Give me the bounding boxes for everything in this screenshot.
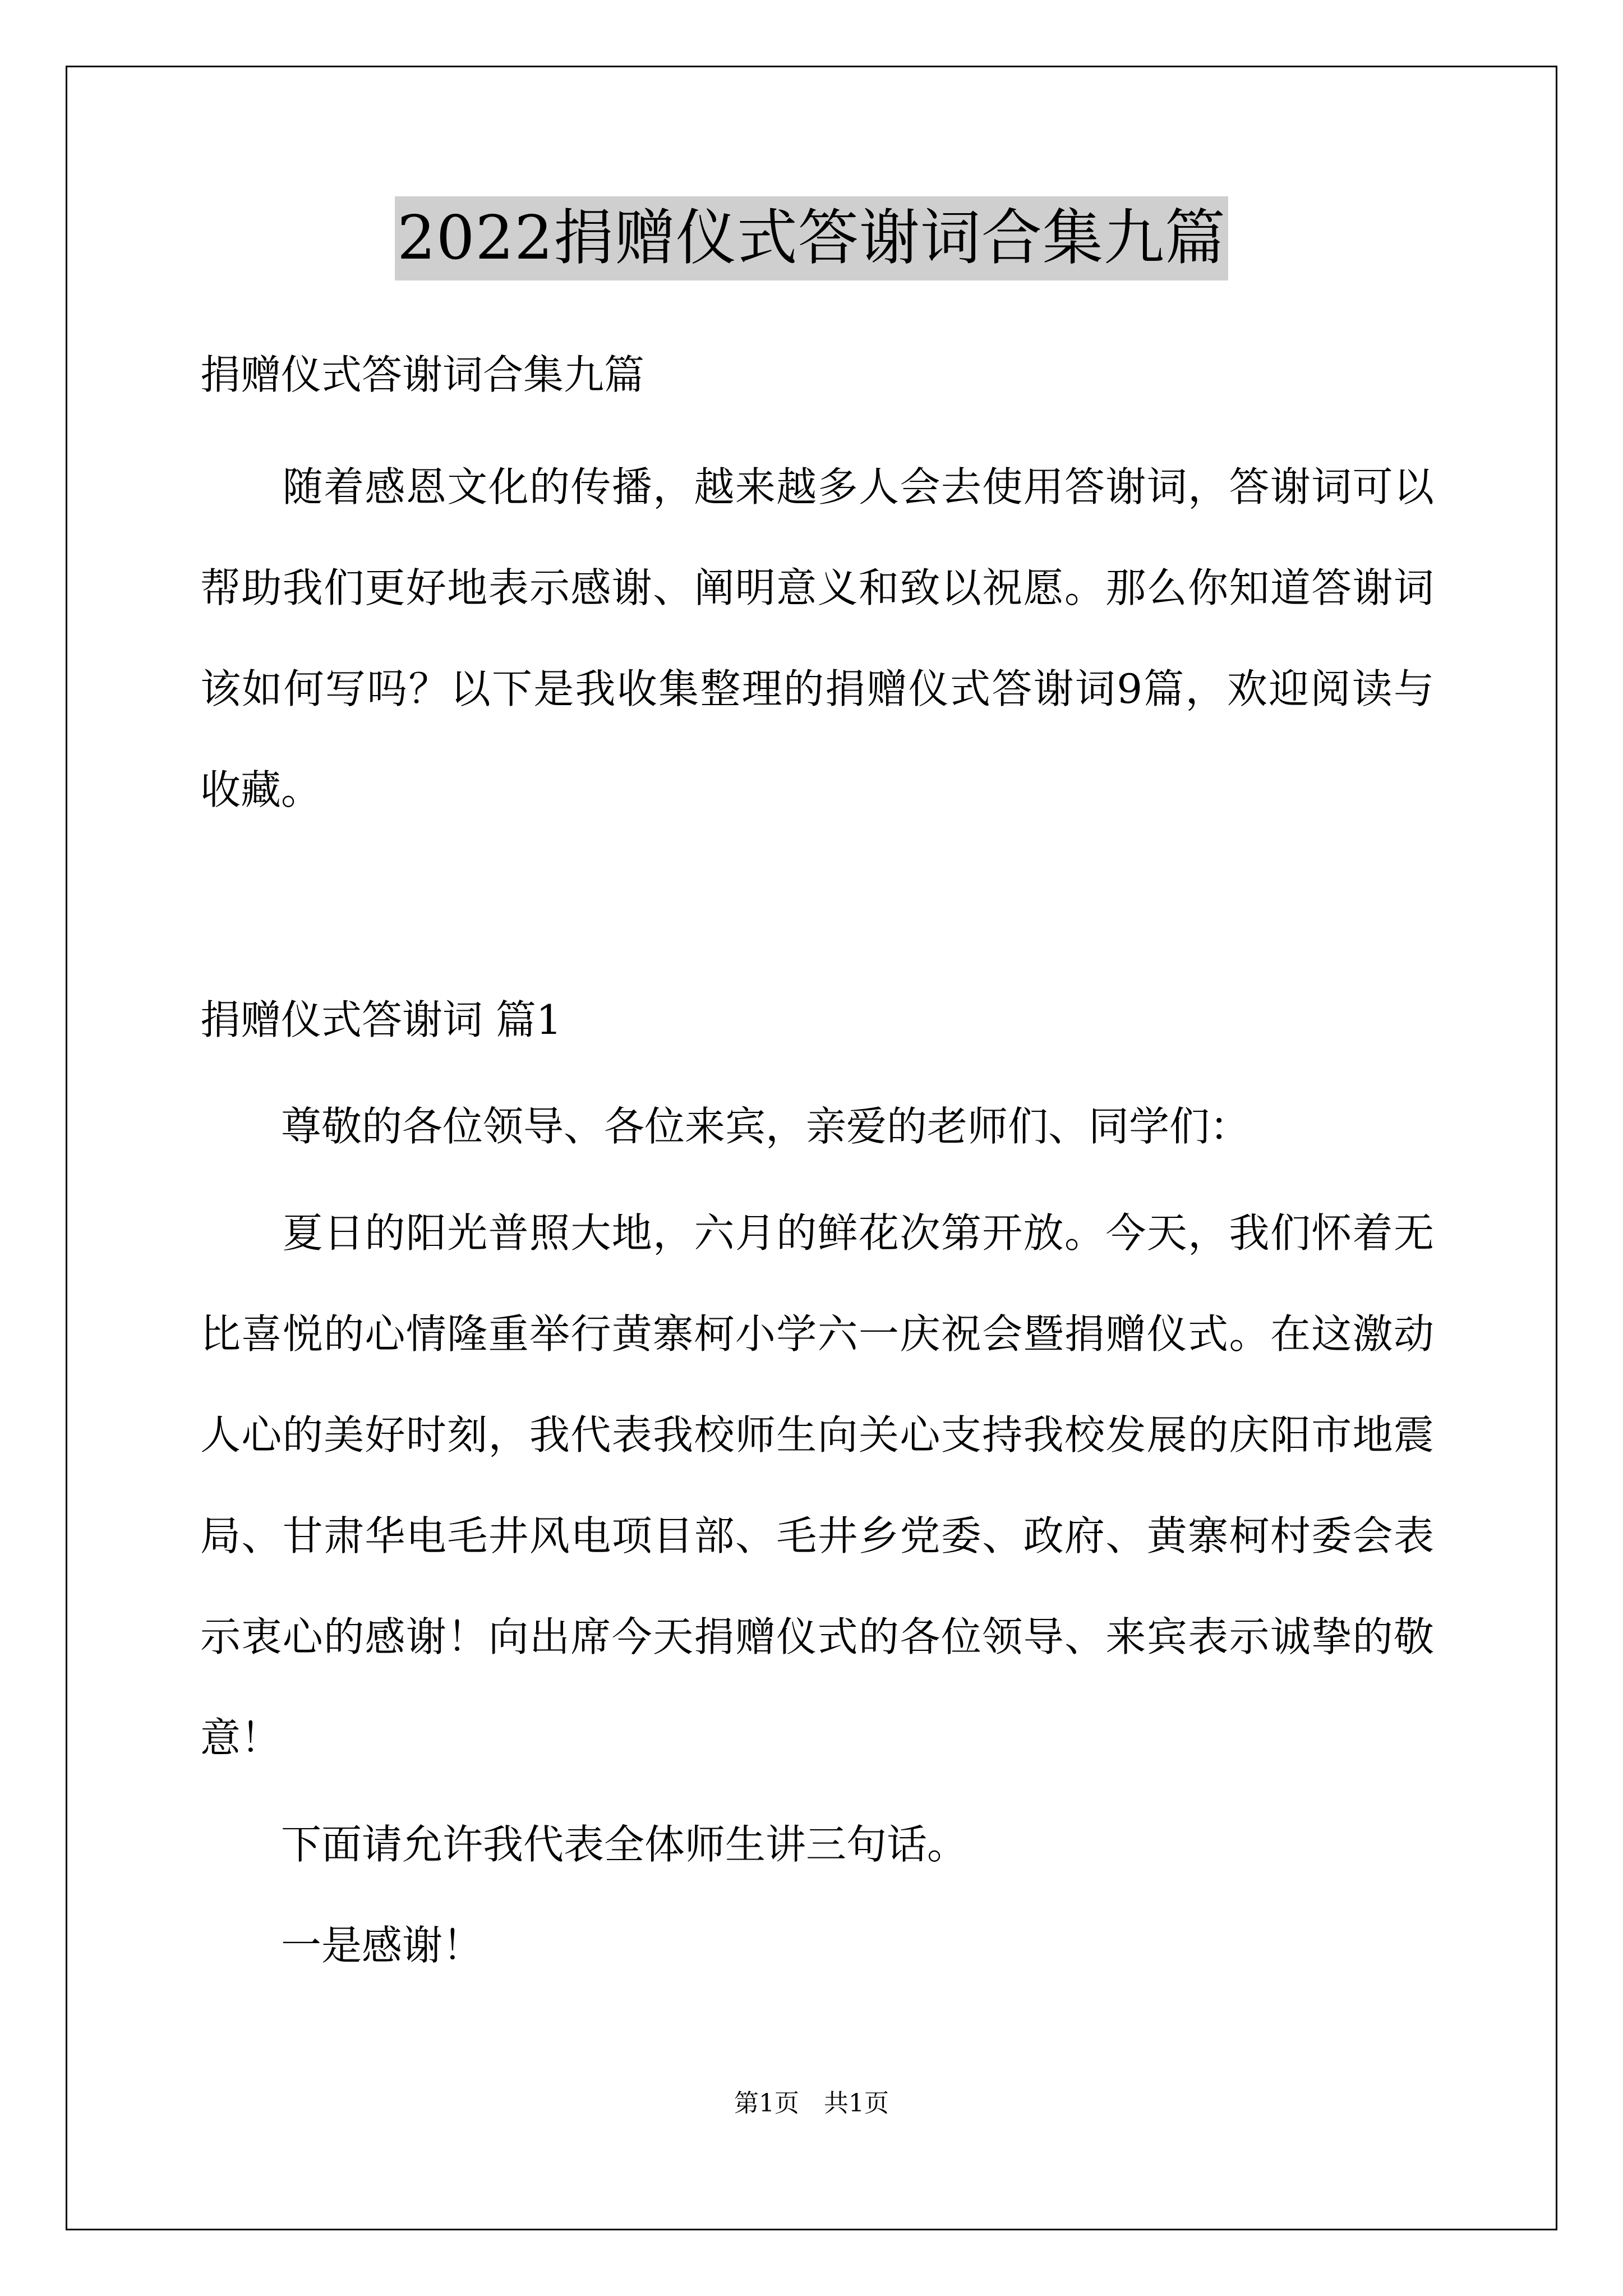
title-container [0, 196, 1623, 280]
intro-line: 帮助我们更好地表示感谢、阐明意义和致以祝愿。那么你知道答谢词 [200, 564, 1434, 611]
body-line: 示衷心的感谢！向出席今天捐赠仪式的各位领导、来宾表示诚挚的敬 [200, 1613, 1434, 1660]
paragraph: 下面请允许我代表全体师生讲三句话。 [200, 1821, 968, 1868]
document-title: 2022捐赠仪式答谢词合集九篇 [395, 196, 1228, 280]
section-heading: 捐赠仪式答谢词 篇1 [200, 996, 562, 1043]
body-line: 夏日的阳光普照大地，六月的鲜花次第开放。今天，我们怀着无 [200, 1209, 1434, 1257]
body-line: 意！ [200, 1714, 282, 1761]
body-line: 局、甘肃华电毛井风电项目部、毛井乡党委、政府、黄寨柯村委会表 [200, 1512, 1434, 1559]
body-line: 人心的美好时刻，我代表我校师生向关心支持我校发展的庆阳市地震 [200, 1411, 1434, 1458]
page-footer: 第1页 共1页 [734, 2089, 889, 2118]
intro-line: 收藏。 [200, 766, 322, 813]
intro-line: 该如何写吗？以下是我收集整理的捐赠仪式答谢词9篇，欢迎阅读与 [200, 665, 1434, 712]
salutation: 尊敬的各位领导、各位来宾，亲爱的老师们、同学们： [200, 1103, 1251, 1150]
body-line: 比喜悦的心情隆重举行黄寨柯小学六一庆祝会暨捐赠仪式。在这激动 [200, 1310, 1434, 1358]
subtitle: 捐赠仪式答谢词合集九篇 [200, 351, 645, 398]
paragraph: 一是感谢！ [200, 1922, 483, 1969]
intro-line: 随着感恩文化的传播，越来越多人会去使用答谢词，答谢词可以 [200, 463, 1434, 510]
